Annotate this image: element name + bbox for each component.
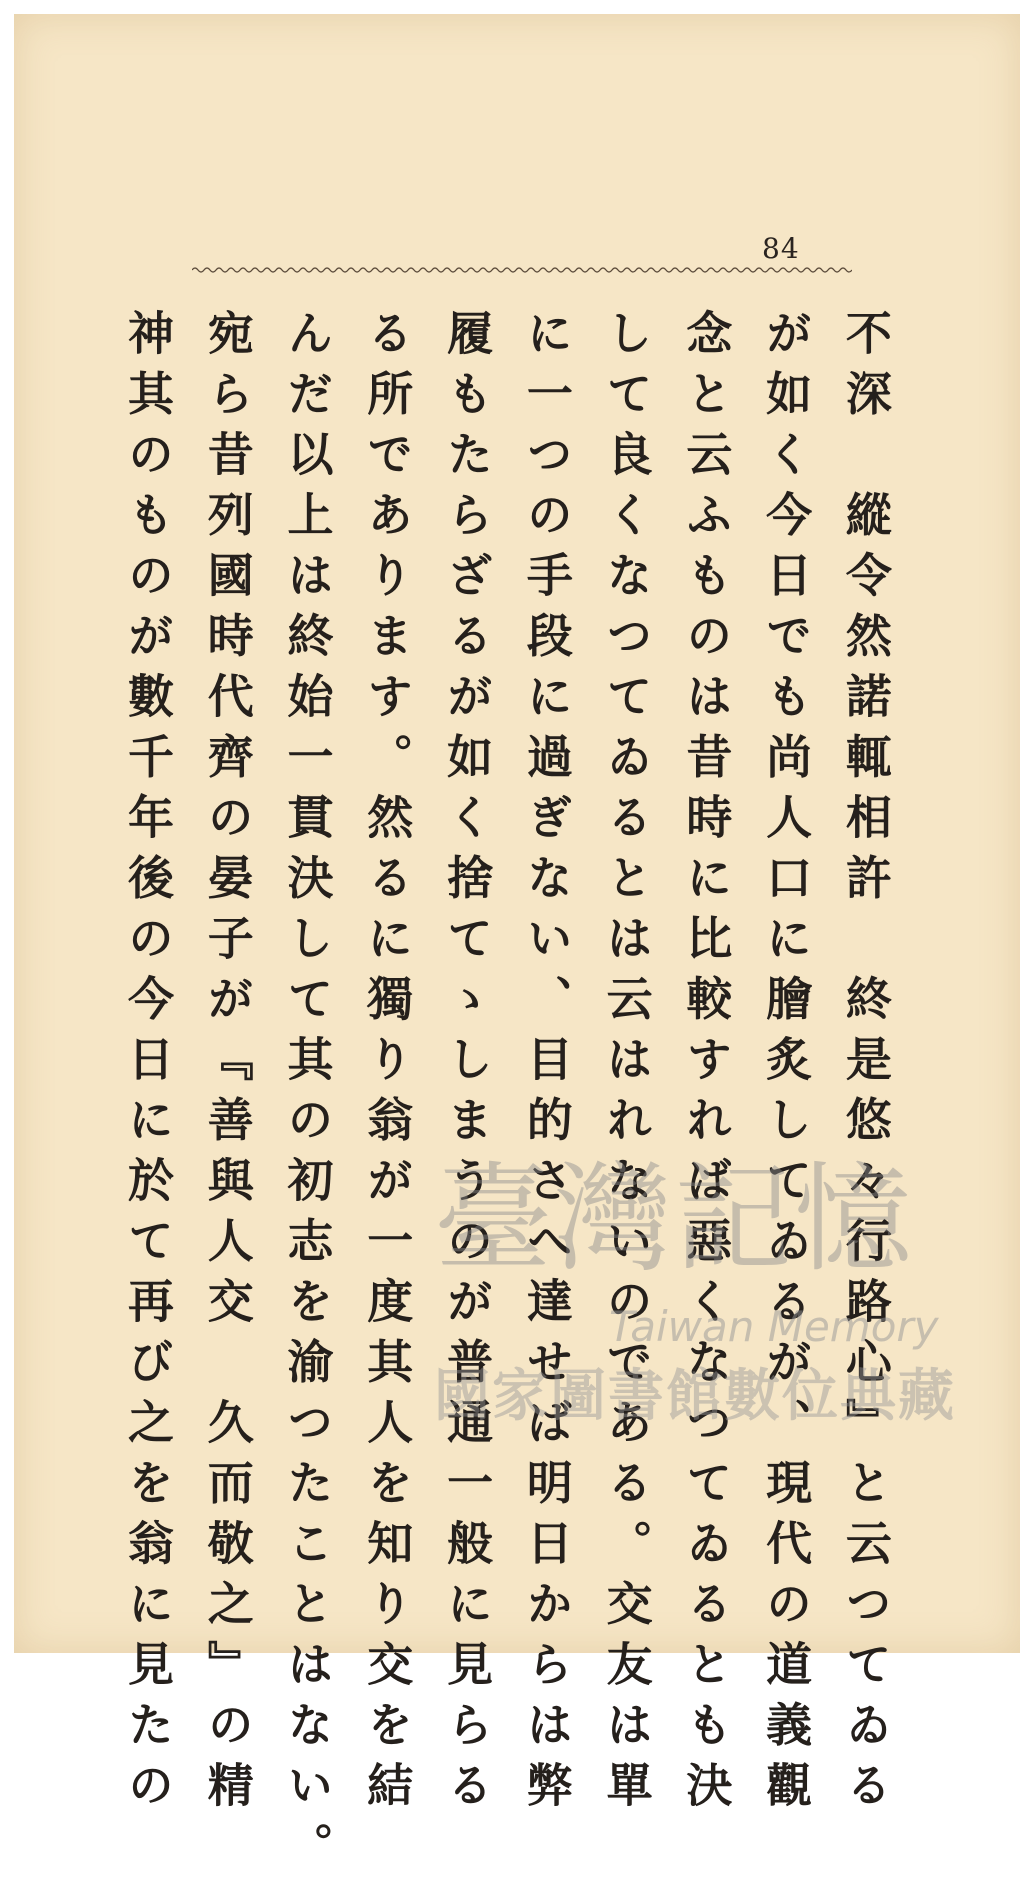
text-column: 不深 縱令然諾輒相許 終是悠々行路心』と云つてゐる	[838, 309, 893, 1822]
wavy-rule-divider	[192, 264, 852, 276]
text-column: に一つの手段に過ぎない、目的さへ達せば明日からは弊	[519, 309, 574, 1822]
book-page	[14, 14, 1020, 1882]
text-column: 神其のものが數千年後の今日に於て再び之を翁に見たの	[121, 309, 175, 1822]
vertical-text-block	[121, 309, 893, 1882]
text-column: して良くなつてゐるとは云はれないのである。交友は單	[599, 309, 654, 1822]
text-column: 宛ら昔列國時代齊の晏子が『善與人交 久而敬之』の精	[200, 309, 255, 1822]
watermark-subtitle: 國家圖書館數位典藏	[434, 1364, 956, 1429]
text-column: 履もたらざるが如く捨てゝしまうのが普通一般に見らる	[440, 309, 495, 1822]
text-column: んだ以上は終始一貫決して其の初志を渝つたことはない。	[280, 309, 335, 1882]
watermark-english: Taiwan Memory	[609, 1302, 939, 1351]
text-column: が如く今日でも尚人口に膾炙してゐるが、現代の道義觀	[759, 309, 814, 1822]
text-column: 念と云ふものは昔時に比較すれば惡くなつてゐるとも決	[679, 309, 734, 1822]
page-number: 84	[762, 232, 800, 265]
watermark-title: 臺灣記憶	[434, 1150, 915, 1288]
text-column: る所であります。然るに獨り翁が一度其人を知り交を結	[360, 309, 415, 1822]
